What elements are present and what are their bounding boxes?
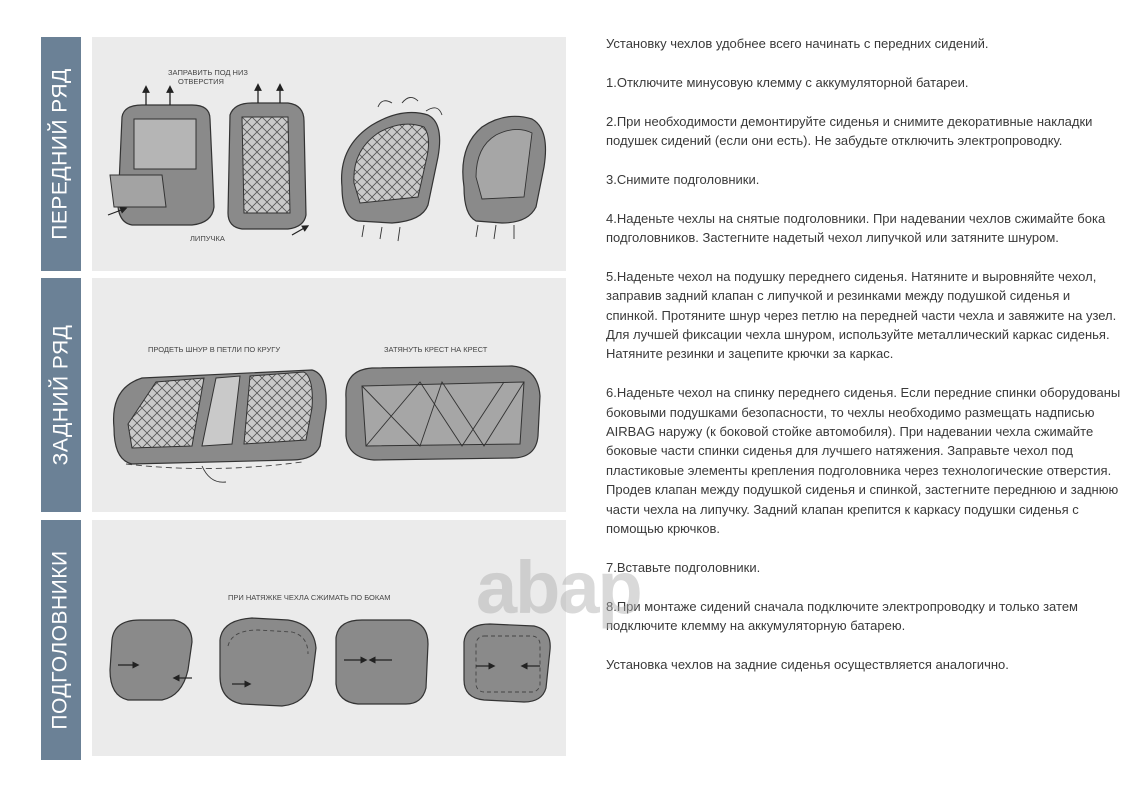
instruction-step-4: 4.Наденьте чехлы на снятые подголовники. При надевании чехлов сжимайте бока подголовников. Застегните надетый чехол липучкой или затяните шнуром.: [606, 210, 1106, 245]
tab-front-row-label: ПЕРЕДНИЙ РЯД: [49, 68, 72, 240]
headrest-2: [220, 618, 316, 706]
rear-label-left: ПРОДЕТЬ ШНУР В ПЕТЛИ ПО КРУГУ: [148, 345, 281, 354]
front-row-illustration: [92, 37, 566, 271]
instruction-step-8: 8.При монтаже сидений сначала подключите электропроводку и только затем подключите клемму на аккумуляторную батарею.: [606, 598, 1078, 634]
rear-seat-diagram: [92, 278, 566, 512]
tab-headrests: [41, 520, 81, 760]
seat-front-view: [228, 87, 306, 235]
instruction-step-1: 1.Отключите минусовую клемму с аккумуляторной батареи.: [606, 74, 969, 90]
front-seat-diagram: [92, 37, 566, 271]
front-label-top-2: ОТВЕРСТИЯ: [178, 77, 224, 86]
seat-cushion-rear-view: [463, 116, 546, 239]
seat-cushion-view: [342, 97, 442, 241]
instruction-step-6: 6.Наденьте чехол на спинку переднего сиденья. Если передние спинки оборудованы боковыми подушками безопасности, то чехлы необходимо размещать надписью AIRBAG наружу (к боковой стойке автомобиля). При надевании чехла сжимайте боковые части спинки сиденья для лучшего натяжения. Заправьте чехол под пластиковые элементы крепления подголовника через технологические отверстия. Продев клапан между подушкой сиденья и спинкой, застегните переднюю и заднюю части чехла на липучку. Задний клапан крепится к каркасу подушки сиденья с помощью крючков.: [606, 385, 1121, 537]
rear-cushion-front: [114, 370, 327, 482]
watermark-logo: abap: [476, 546, 641, 629]
rear-label-right: ЗАТЯНУТЬ КРЕСТ НА КРЕСТ: [384, 345, 488, 354]
instruction-step-7: 7.Вставьте подголовники.: [606, 559, 761, 575]
seat-back-rear-view: [108, 89, 214, 225]
instruction-intro: Установку чехлов удобнее всего начинать с передних сидений.: [606, 36, 989, 51]
headrest-3: [336, 620, 428, 704]
instruction-step-3: 3.Снимите подголовники.: [606, 171, 760, 187]
rear-row-illustration: [92, 278, 566, 512]
front-label-top-1: ЗАПРАВИТЬ ПОД НИЗ: [168, 68, 248, 77]
rear-cushion-bottom: [346, 366, 540, 460]
tab-headrests-label: ПОДГОЛОВНИКИ: [49, 550, 73, 730]
instruction-step-5: 5.Наденьте чехол на подушку переднего сиденья. Натяните и выровняйте чехол, заправив задний клапан с липучкой и резинками между подушкой сиденья и спинкой. Протяните шнур через петлю на передней части чехла и завяжите на узел. Для лучшей фиксации чехла шнуром, используйте металлический каркас сиденья. Натяните резинки и зацепите крючки за каркас.: [606, 268, 1117, 362]
tab-rear-row: [41, 278, 81, 512]
instruction-step-2: 2.При необходимости демонтируйте сиденья и снимите декоративные накладки подушек сидений (если они есть). Не забудьте отключить электропроводку.: [606, 113, 1093, 148]
front-label-bottom: ЛИПУЧКА: [190, 234, 225, 243]
headrest-4: [464, 624, 550, 702]
tab-rear-row-label: ЗАДНИЙ РЯД: [49, 324, 73, 466]
instruction-outro: Установка чехлов на задние сиденья осуществляется аналогично.: [606, 656, 1009, 672]
headrest-label: ПРИ НАТЯЖКЕ ЧЕХЛА СЖИМАТЬ ПО БОКАМ: [228, 593, 391, 602]
tab-front-row: [41, 37, 81, 271]
headrest-1: [110, 620, 192, 700]
